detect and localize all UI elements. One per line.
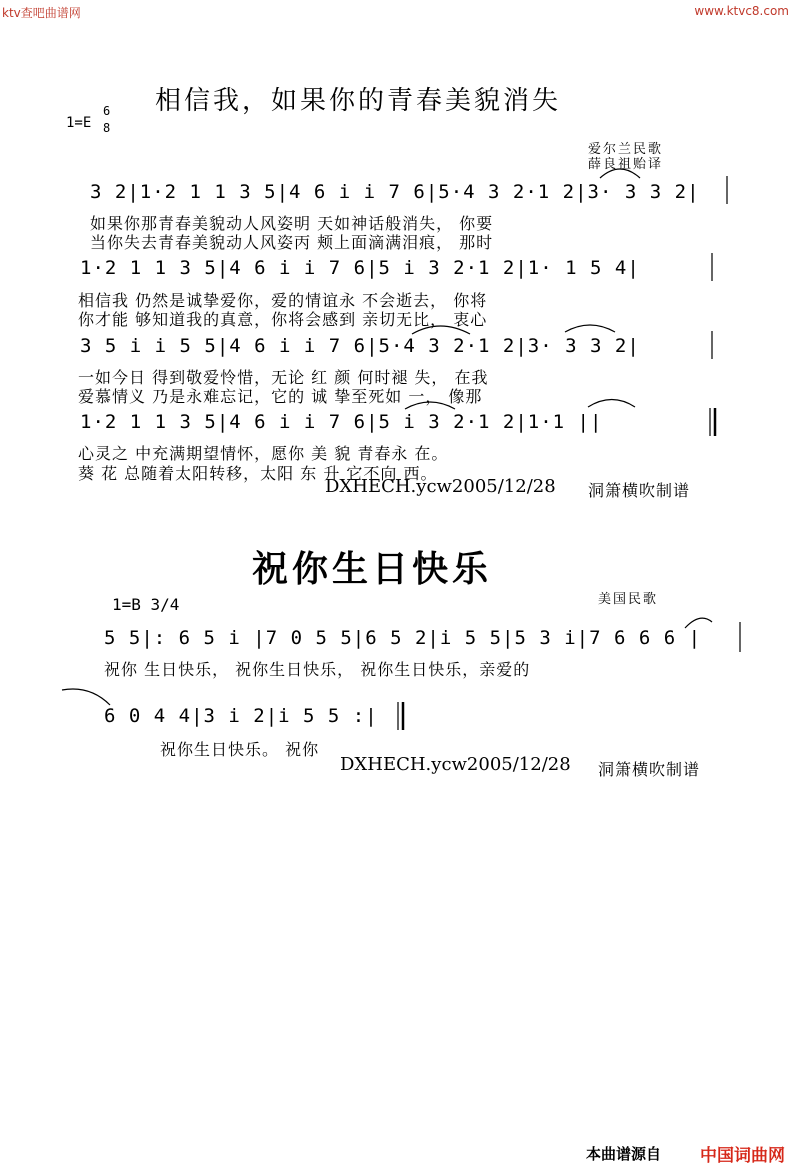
song1-lyric-row-1-verse-1: 如果你那青春美貌动人风姿明 天如神话般消失， 你要 <box>90 214 494 233</box>
song1-lyric-row-2-verse-2: 你才能 够知道我的真意，你将会感到 亲切无比， 衷心 <box>78 310 488 329</box>
song1-credit: DXHECH.ycw2005/12/28 <box>325 476 556 497</box>
watermark-right: www.ktvc8.com <box>694 4 789 18</box>
song1-lyric-row-4-verse-2: 葵 花 总随着太阳转移，太阳 东 升 它不向 西。 <box>78 464 438 483</box>
song1-notation-row-2: 1·2 1 1 3 5|4 6 i i 7 6|5 i 3 2·1 2|1· 1 5 4| <box>80 257 640 279</box>
song2-notation-row-2: 6 0 4 4|3 i 2|i 5 5 :| <box>104 705 378 727</box>
song1-lyric-row-1-verse-2: 当你失去青春美貌动人风姿丙 颊上面滴满泪痕， 那时 <box>90 233 494 252</box>
song2-notation-row-1: 5 5|: 6 5 i |7 0 5 5|6 5 2|i 5 5|5 3 i|7 6 6 6 | <box>104 627 702 649</box>
song1-time-denominator: 8 <box>103 121 111 135</box>
song1-origin: 爱尔兰民歌 <box>588 142 664 157</box>
song2-lyric-row-1: 祝你 生日快乐， 祝你生日快乐， 祝你生日快乐，亲爱的 <box>104 660 531 679</box>
song1-lyric-row-3-verse-1: 一如今日 得到敬爱怜惜，无论 红 颜 何时褪 失， 在我 <box>78 368 489 387</box>
song1-lyric-row-3-verse-2: 爱慕情义 乃是永难忘记，它的 诚 挚至死如 一， 像那 <box>78 387 483 406</box>
footer-site-link[interactable]: 中国词曲网 <box>700 1146 785 1166</box>
song1-lyric-row-2-verse-1: 相信我 仍然是诚挚爱你，爱的情谊永 不会逝去， 你将 <box>78 291 488 310</box>
song2-title: 祝你生日快乐 <box>252 549 493 590</box>
song1-translator: 薛良祖贻译 <box>588 157 664 172</box>
song1-time-numerator: 6 <box>103 104 111 118</box>
song2-credit-tag: 洞箫横吹制谱 <box>598 760 701 779</box>
song1-title: 相信我，如果你的青春美貌消失 <box>155 86 562 116</box>
song1-notation-row-3: 3 5 i i 5 5|4 6 i i 7 6|5·4 3 2·1 2|3· 3 3 2| <box>80 335 640 357</box>
song2-key: 1=B 3/4 <box>112 595 180 614</box>
song1-lyric-row-4-verse-1: 心灵之 中充满期望情怀，愿你 美 貌 青春永 在。 <box>78 444 449 463</box>
footer-source-label: 本曲谱源自 <box>586 1145 662 1163</box>
song2-lyric-row-2: 祝你生日快乐。 祝你 <box>160 740 320 759</box>
song1-notation-row-1: 3 2|1·2 1 1 3 5|4 6 i i 7 6|5·4 3 2·1 2|3· 3 3 2| <box>90 181 700 203</box>
song2-origin: 美国民歌 <box>598 592 659 607</box>
watermark-left: ktv查吧曲谱网 <box>2 6 81 20</box>
song2-credit: DXHECH.ycw2005/12/28 <box>340 754 571 775</box>
song1-key: 1=E <box>66 115 92 131</box>
song1-credit-tag: 洞箫横吹制谱 <box>588 481 691 500</box>
song1-notation-row-4: 1·2 1 1 3 5|4 6 i i 7 6|5 i 3 2·1 2|1·1 || <box>80 411 603 433</box>
